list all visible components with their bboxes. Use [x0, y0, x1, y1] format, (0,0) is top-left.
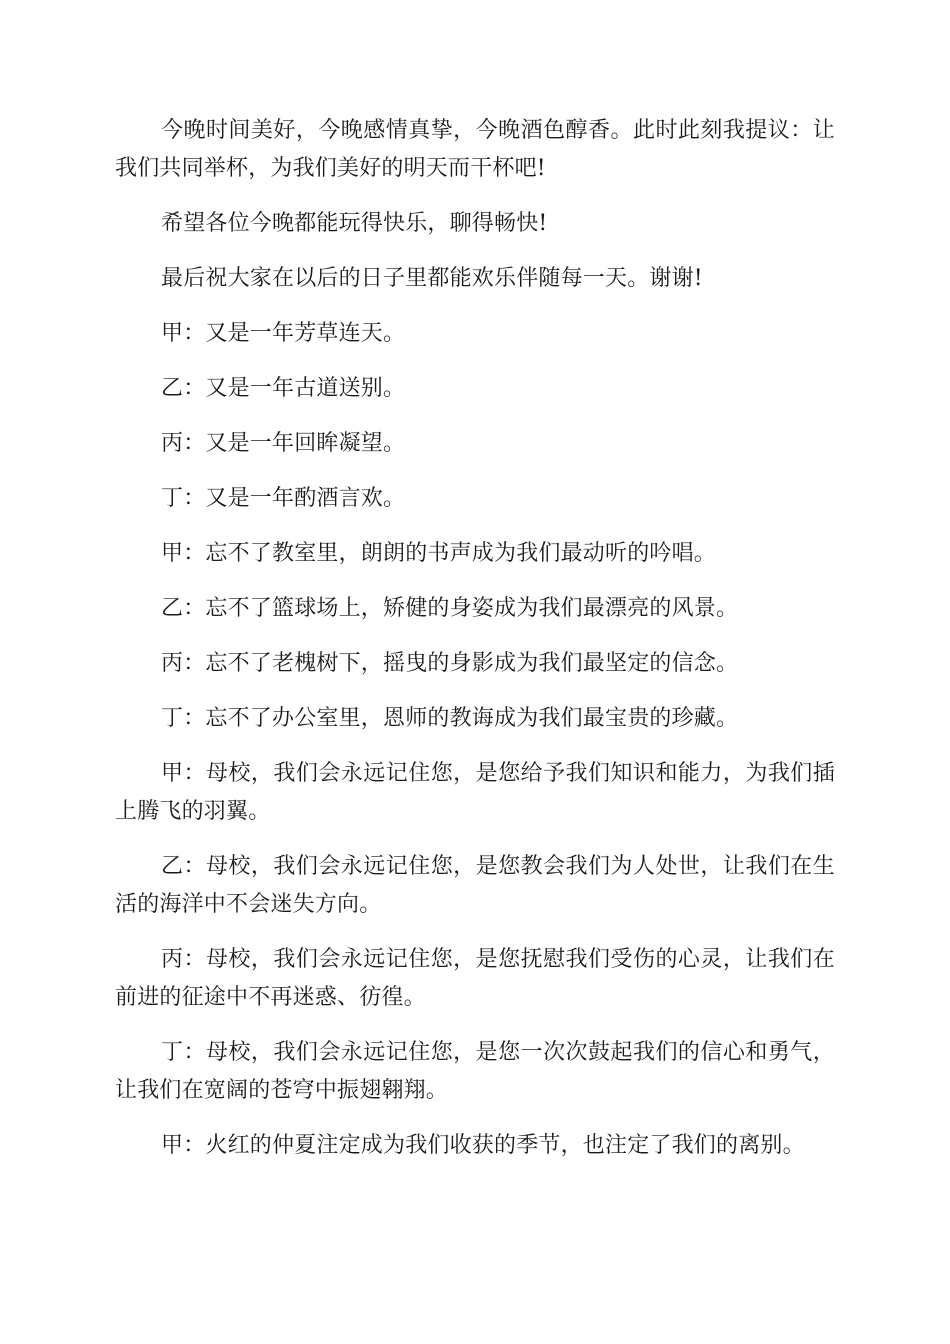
paragraph: 甲：火红的仲夏注定成为我们收获的季节，也注定了我们的离别。 [161, 1133, 805, 1158]
paragraph: 丙：又是一年回眸凝望。 [161, 431, 406, 456]
document-body [115, 112, 835, 1182]
paragraph: 最后祝大家在以后的日子里都能欢乐伴随每一天。谢谢! [161, 266, 703, 291]
paragraph: 丁：又是一年酌酒言欢。 [161, 486, 406, 511]
paragraph: 乙：忘不了篮球场上，矫健的身姿成为我们最漂亮的风景。 [161, 596, 739, 621]
paragraph: 丙：忘不了老槐树下，摇曳的身影成为我们最坚定的信念。 [161, 651, 739, 676]
paragraph: 丁：忘不了办公室里，恩师的教诲成为我们最宝贵的珍藏。 [161, 706, 739, 731]
paragraph: 甲：又是一年芳草连天。 [161, 321, 406, 346]
paragraph: 今晚时间美好，今晚感情真挚，今晚酒色醇香。此时此刻我提议：让我们共同举杯，为我们美好的明天而干杯吧! [115, 118, 835, 181]
paragraph: 乙：又是一年古道送别。 [161, 376, 406, 401]
paragraph: 丙：母校，我们会永远记住您，是您抚慰我们受伤的心灵，让我们在前进的征途中不再迷惑、彷徨。 [115, 947, 835, 1010]
paragraph: 丁：母校，我们会永远记住您，是您一次次鼓起我们的信心和勇气，让我们在宽阔的苍穹中振翅翱翔。 [115, 1040, 835, 1103]
paragraph: 希望各位今晚都能玩得快乐，聊得畅快! [161, 211, 548, 236]
paragraph: 甲：母校，我们会永远记住您，是您给予我们知识和能力，为我们插上腾飞的羽翼。 [115, 761, 835, 824]
paragraph: 乙：母校，我们会永远记住您，是您教会我们为人处世，让我们在生活的海洋中不会迷失方向。 [115, 854, 835, 917]
paragraph: 甲：忘不了教室里，朗朗的书声成为我们最动听的吟唱。 [161, 541, 717, 566]
